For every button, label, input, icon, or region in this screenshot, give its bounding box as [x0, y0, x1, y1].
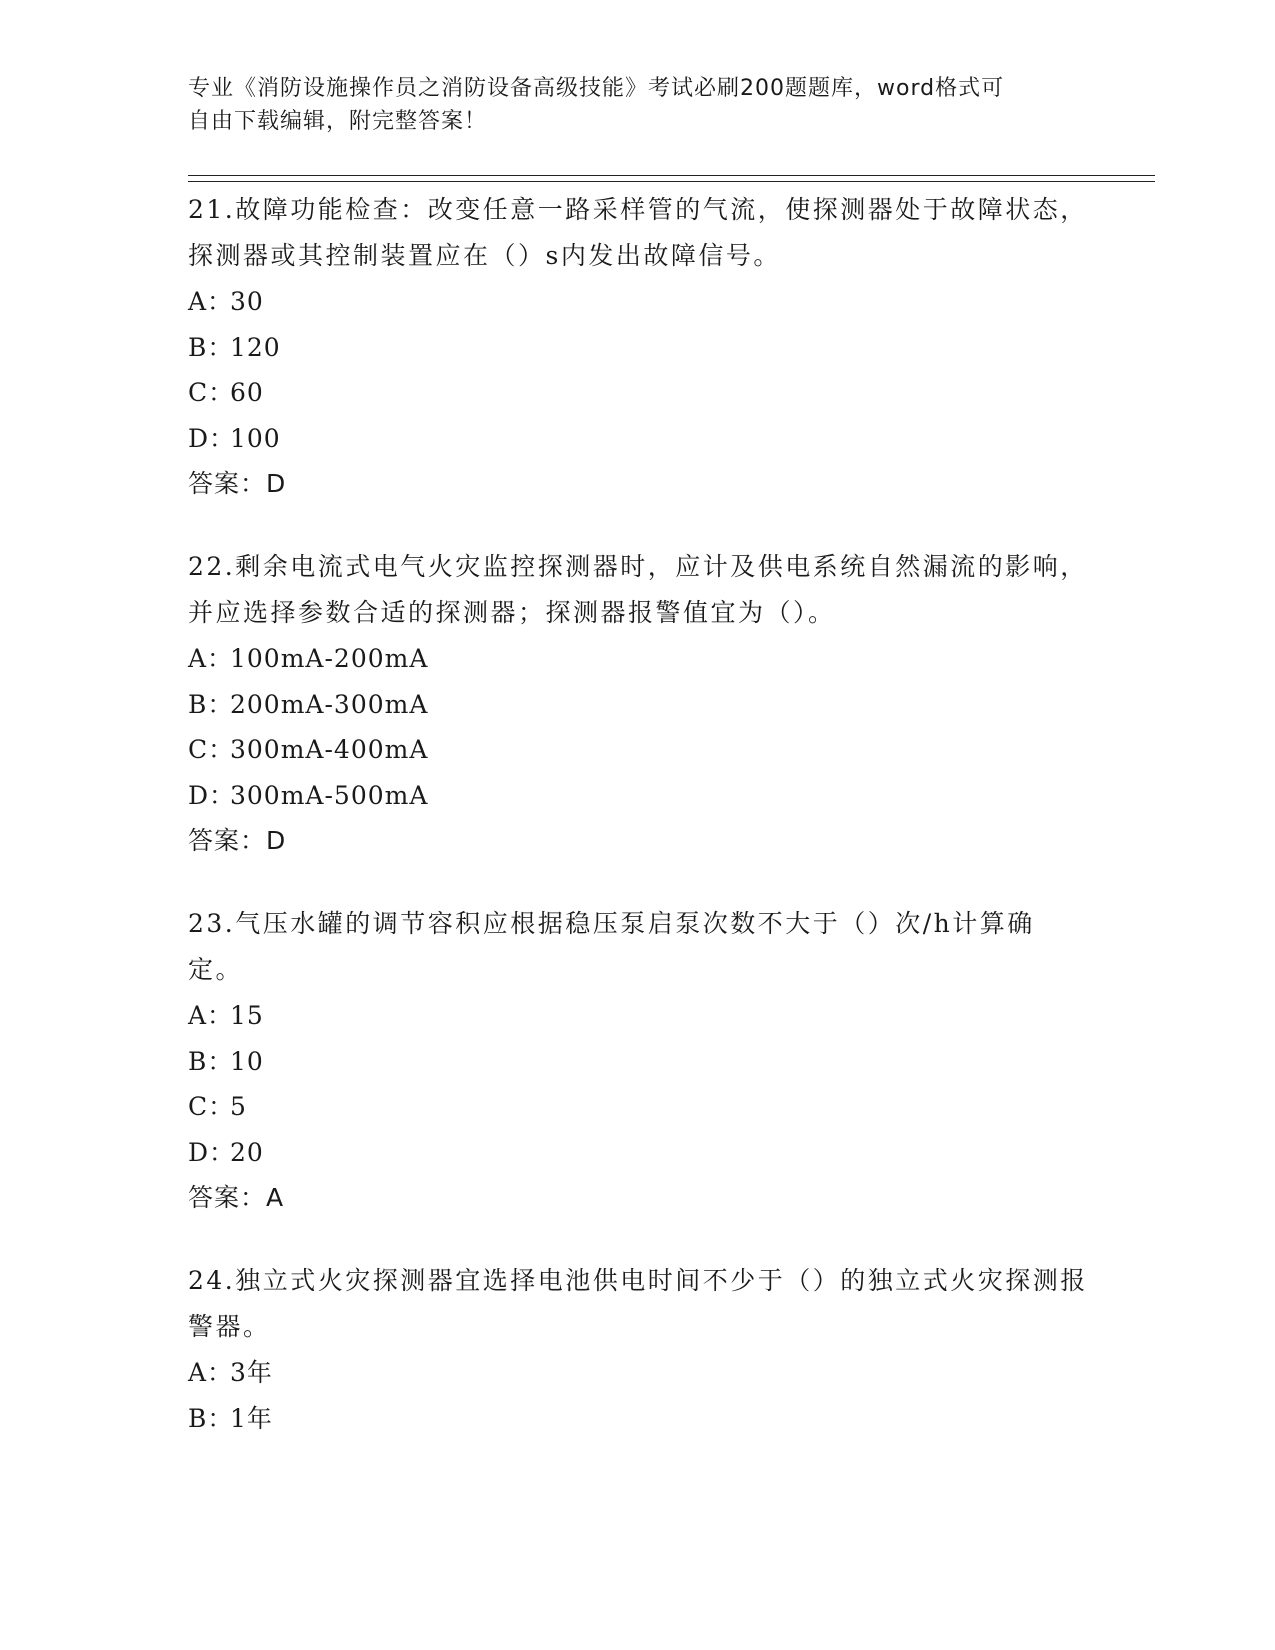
document-header — [188, 72, 1088, 138]
option-key: A： — [188, 1001, 234, 1030]
option-key: C： — [188, 735, 235, 764]
header-line-1: 专业《消防设施操作员之消防设备高级技能》考试必刷200题题库，word格式可 — [188, 76, 1005, 101]
option-a — [188, 1350, 1088, 1396]
option-d — [188, 773, 1088, 819]
option-key: B： — [188, 1403, 234, 1433]
header-divider-top — [188, 175, 1155, 176]
option-d — [188, 416, 1088, 462]
option-key: D： — [188, 780, 236, 810]
option-value: 3年 — [230, 1358, 273, 1387]
option-value: 300mA-500mA — [230, 780, 429, 810]
question-24 — [188, 1258, 1088, 1441]
option-c — [188, 370, 1088, 416]
option-key: D： — [188, 423, 236, 453]
option-key: A： — [188, 1358, 234, 1387]
option-key: B： — [188, 689, 234, 719]
option-value: 60 — [230, 378, 264, 407]
answer-line: 答案：D — [188, 826, 287, 855]
option-value: 300mA-400mA — [230, 735, 429, 764]
question-text: 23.气压水罐的调节容积应根据稳压泵启泵次数不大于（）次/h计算确定。 — [188, 909, 1035, 984]
option-value: 20 — [230, 1137, 264, 1167]
option-key: B： — [188, 1046, 234, 1076]
option-d — [188, 1130, 1088, 1176]
option-a — [188, 993, 1088, 1039]
option-a — [188, 636, 1088, 682]
option-a — [188, 279, 1088, 325]
option-key: D： — [188, 1137, 236, 1167]
question-21 — [188, 187, 1088, 506]
option-key: C： — [188, 1092, 235, 1121]
question-text: 21.故障功能检查：改变任意一路采样管的气流，使探测器处于故障状态，探测器或其控制装置应在（）s内发出故障信号。 — [188, 195, 1088, 270]
option-value: 200mA-300mA — [230, 689, 429, 719]
option-key: B： — [188, 332, 234, 362]
option-value: 100mA-200mA — [230, 644, 429, 673]
option-key: C： — [188, 378, 235, 407]
option-value: 10 — [230, 1046, 264, 1076]
option-value: 100 — [230, 423, 281, 453]
question-text: 24.独立式火灾探测器宜选择电池供电时间不少于（）的独立式火灾探测报警器。 — [188, 1266, 1088, 1341]
option-value: 1年 — [230, 1403, 273, 1433]
option-value: 30 — [230, 287, 264, 316]
option-key: A： — [188, 287, 234, 316]
option-c — [188, 727, 1088, 773]
option-key: A： — [188, 644, 234, 673]
answer-line: 答案：A — [188, 1183, 285, 1212]
option-b — [188, 1039, 1088, 1085]
option-value: 5 — [230, 1092, 247, 1121]
option-c — [188, 1084, 1088, 1130]
question-22 — [188, 544, 1088, 863]
option-value: 15 — [230, 1001, 264, 1030]
option-b — [188, 682, 1088, 728]
header-line-2: 自由下载编辑，附完整答案！ — [188, 109, 488, 134]
option-b — [188, 1396, 1088, 1442]
header-divider-bottom — [188, 181, 1155, 182]
question-list — [188, 187, 1088, 1479]
question-text: 22.剩余电流式电气火灾监控探测器时，应计及供电系统自然漏流的影响，并应选择参数合适的探测器；探测器报警值宜为（）。 — [188, 552, 1088, 627]
option-b — [188, 325, 1088, 371]
question-23 — [188, 901, 1088, 1220]
option-value: 120 — [230, 332, 281, 362]
answer-line: 答案：D — [188, 469, 287, 498]
